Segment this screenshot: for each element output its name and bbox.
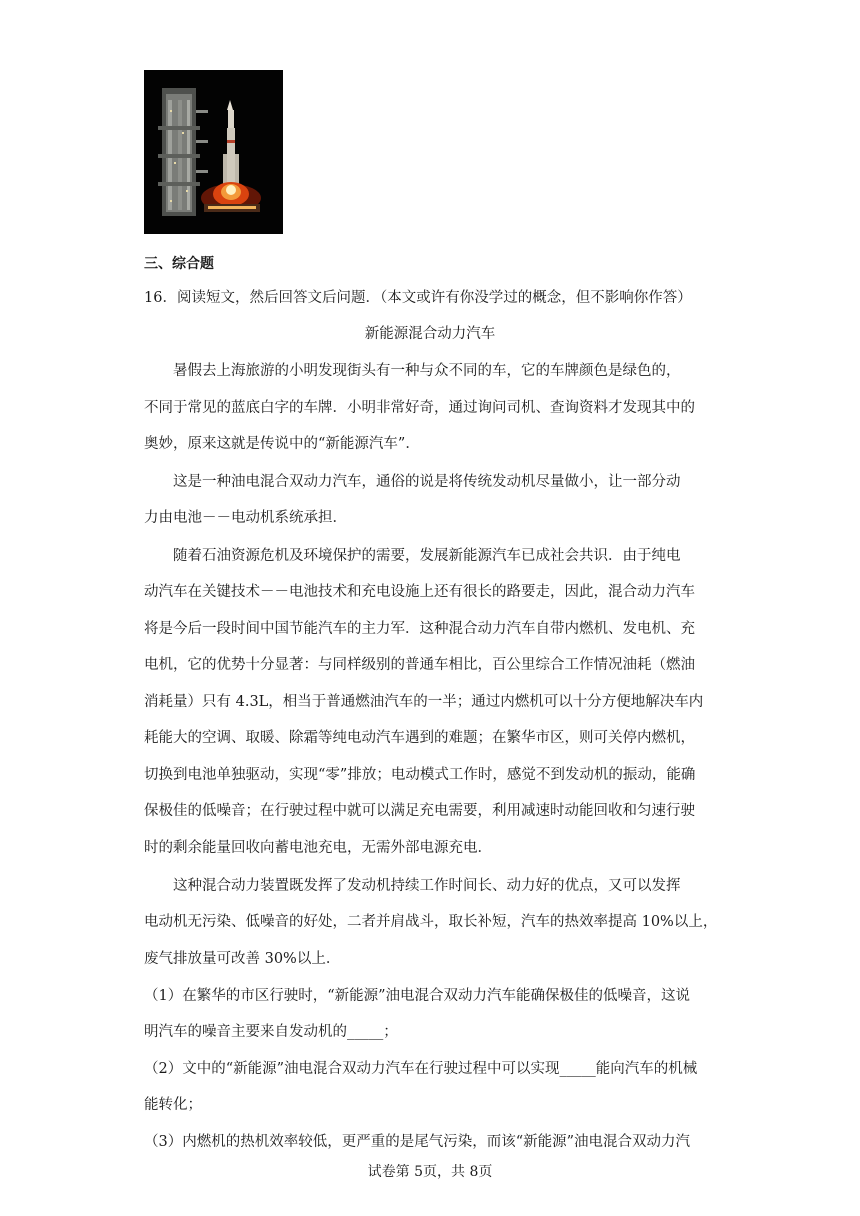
paragraph-line: 暑假去上海旅游的小明发现街头有一种与众不同的车，它的车牌颜色是绿色的，	[173, 363, 681, 379]
paragraph-line: 保极佳的低噪音；在行驶过程中就可以满足充电需要，利用减速时动能回收和匀速行驶	[144, 803, 695, 819]
section-title: 三、综合题	[144, 256, 214, 272]
sub-question-2-cont: 能转化；	[144, 1097, 202, 1113]
sub-question-1: （1）在繁华的市区行驶时，“新能源”油电混合双动力汽车能确保极佳的低噪音，这说	[144, 988, 691, 1004]
paragraph-line: 时的剩余能量回收向蓄电池充电，无需外部电源充电．	[144, 840, 492, 856]
page-footer: 试卷第 5页，共 8页	[367, 1164, 493, 1180]
paragraph-line: 废气排放量可改善 30%以上．	[144, 951, 341, 967]
sub-question-1-cont: 明汽车的噪音主要来自发动机的_____；	[144, 1024, 398, 1040]
sub-question-3: （3）内燃机的热机效率较低，更严重的是尾气污染，而该“新能源”油电混合双动力汽	[144, 1134, 691, 1150]
rocket-launch-illustration	[144, 70, 283, 234]
paragraph-line: 电机，它的优势十分显著：与同样级别的普通车相比，百公里综合工作情况油耗（燃油	[144, 657, 695, 673]
paragraph-line: 消耗量）只有 4.3L，相当于普通燃油汽车的一半；通过内燃机可以十分方便地解决车内	[144, 694, 704, 710]
paragraph-line: 力由电池－－电动机系统承担．	[144, 510, 347, 526]
paragraph-line: 奥妙，原来这就是传说中的“新能源汽车”．	[144, 436, 420, 452]
paragraph-line: 这种混合动力装置既发挥了发动机持续工作时间长、动力好的优点，又可以发挥	[173, 878, 681, 894]
paragraph-line: 将是今后一段时间中国节能汽车的主力军．这种混合动力汽车自带内燃机、发电机、充	[144, 621, 695, 637]
question-intro: 16．阅读短文，然后回答文后问题．（本文或许有你没学过的概念，但不影响你作答）	[144, 290, 692, 306]
paragraph-line: 这是一种油电混合双动力汽车，通俗的说是将传统发动机尽量做小，让一部分动	[173, 474, 681, 490]
paragraph-line: 动汽车在关键技术－－电池技术和充电设施上还有很长的路要走，因此，混合动力汽车	[144, 584, 695, 600]
article-title: 新能源混合动力汽车	[364, 326, 496, 342]
paragraph-line: 随着石油资源危机及环境保护的需要，发展新能源汽车已成社会共识．由于纯电	[173, 548, 681, 564]
sub-question-2: （2）文中的“新能源”油电混合双动力汽车在行驶过程中可以实现_____能向汽车的机械	[144, 1061, 698, 1077]
paragraph-line: 电动机无污染、低噪音的好处，二者并肩战斗，取长补短，汽车的热效率提高 10%以上，	[144, 914, 718, 930]
paragraph-line: 不同于常见的蓝底白字的车牌．小明非常好奇，通过询问司机、查询资料才发现其中的	[144, 400, 695, 416]
paragraph-line: 切换到电池单独驱动，实现“零”排放；电动模式工作时，感觉不到发动机的振动，能确	[144, 767, 696, 783]
rocket-launch-photo	[144, 70, 283, 234]
paragraph-line: 耗能大的空调、取暖、除霜等纯电动汽车遇到的难题；在繁华市区，则可关停内燃机，	[144, 730, 695, 746]
